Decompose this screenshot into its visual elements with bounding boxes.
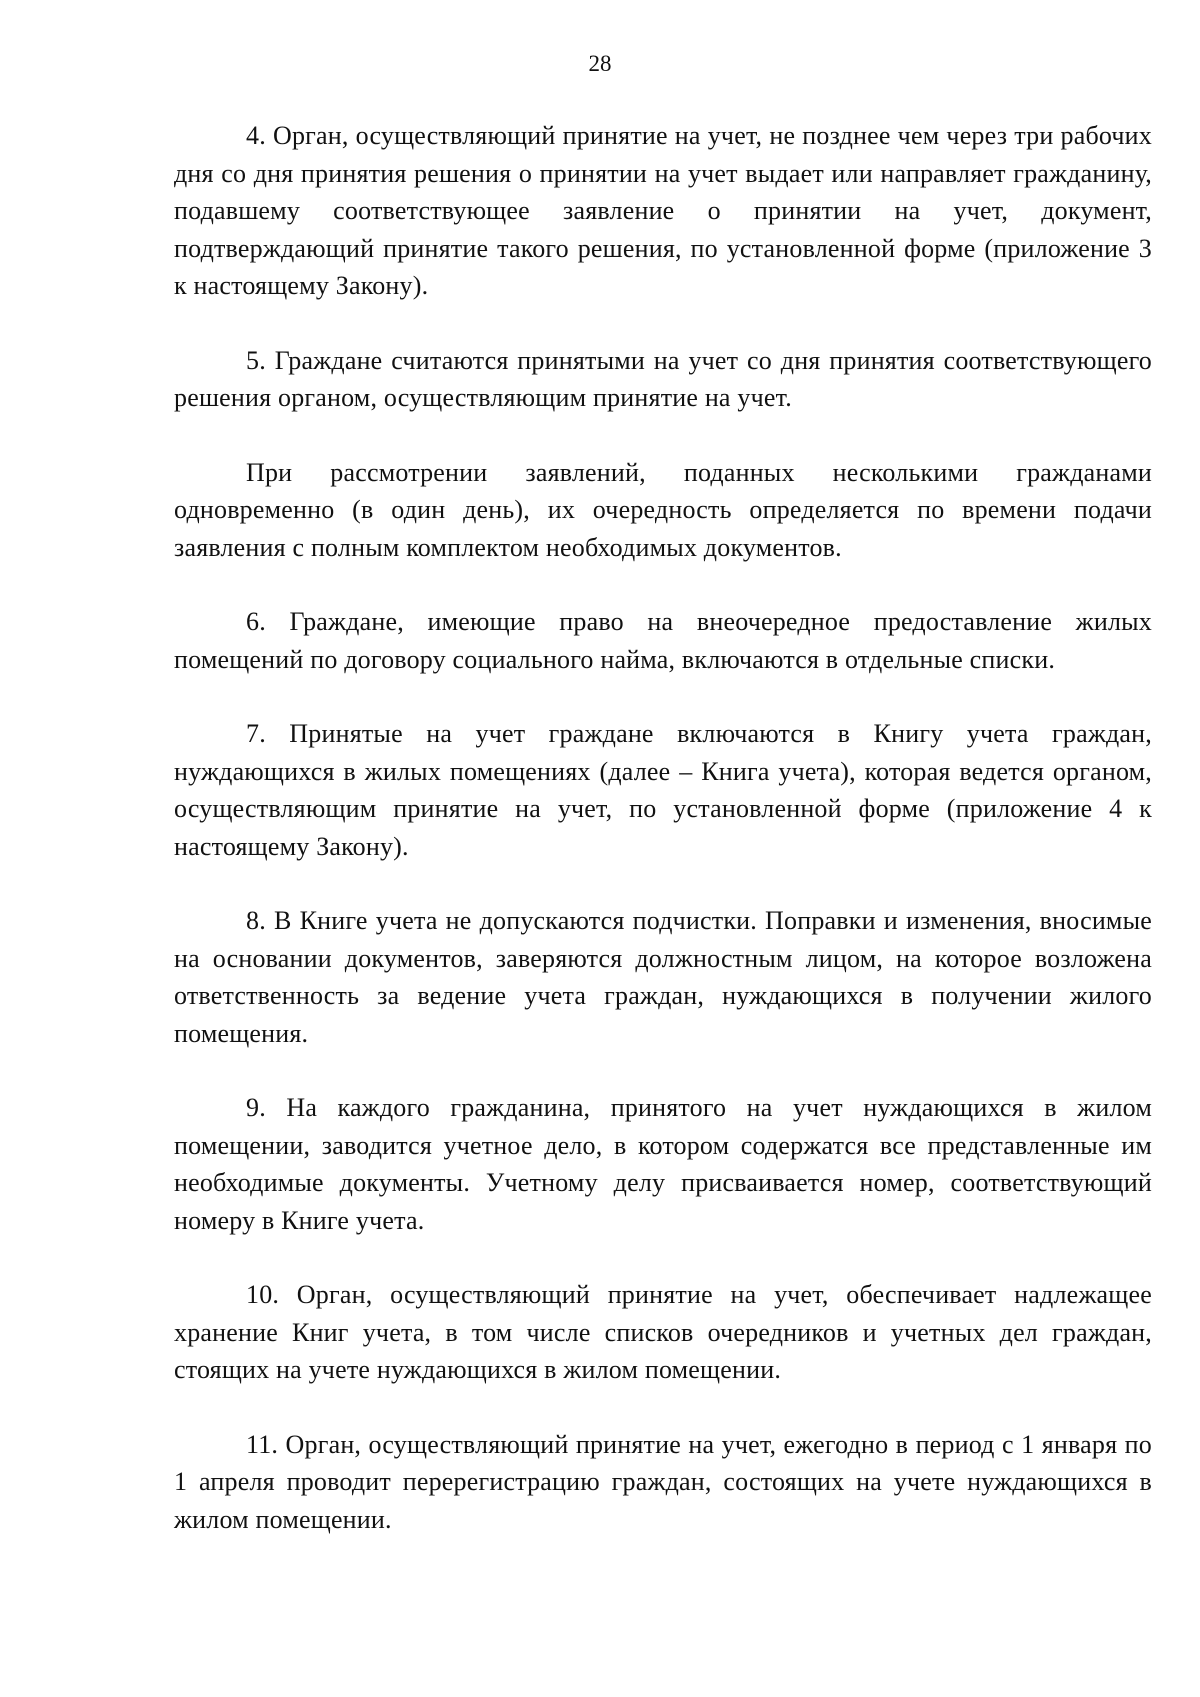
document-body bbox=[174, 117, 1152, 1575]
paragraph-item-8: 8. В Книге учета не допускаются подчистки. Поправки и изменения, вносимые на основании документов, заверяются должностным лицом, на которое возложена ответственность за ведение учета граждан, нуждающихся в получении жилого помещения. bbox=[174, 906, 1152, 1048]
page-number: 28 bbox=[588, 51, 612, 76]
paragraph-item-10: 10. Орган, осуществляющий принятие на учет, обеспечивает надлежащее хранение Книг учета, в том числе списков очередников и учетных дел граждан, стоящих на учете нуждающихся в жилом помещении. bbox=[174, 1280, 1152, 1384]
paragraph-item-11: 11. Орган, осуществляющий принятие на учет, ежегодно в период с 1 января по 1 апреля проводит перерегистрацию граждан, состоящих на учете нуждающихся в жилом помещении. bbox=[174, 1429, 1152, 1534]
paragraph-item-5: 5. Граждане считаются принятыми на учет со дня принятия соответствующего решения органом, осуществляющим принятие на учет. bbox=[174, 345, 1152, 412]
paragraph-item-6: 6. Граждане, имеющие право на внеочередное предоставление жилых помещений по договору социального найма, включаются в отдельные списки. bbox=[174, 607, 1152, 674]
paragraph-item-7: 7. Принятые на учет граждане включаются в Книгу учета граждан, нуждающихся в жилых помещениях (далее – Книга учета), которая ведется органом, осуществляющим принятие на учет, по установленной форме (приложение 4 к настоящему Закону). bbox=[174, 719, 1152, 861]
paragraph-item-4: 4. Орган, осуществляющий принятие на учет, не позднее чем через три рабочих дня со дня принятия решения о принятии на учет выдает или направляет гражданину, подавшему соответствующее заявление о принятии на учет, документ, подтверждающий принятие такого решения, по установленной форме (приложение 3 к настоящему Закону). bbox=[174, 121, 1152, 300]
paragraph-item-5-continuation: При рассмотрении заявлений, поданных несколькими гражданами одновременно (в один день), их очередность определяется по времени подачи заявления с полным комплектом необходимых документов. bbox=[174, 457, 1152, 562]
paragraph-item-9: 9. На каждого гражданина, принятого на учет нуждающихся в жилом помещении, заводится учетное дело, в котором содержатся все представленные им необходимые документы. Учетному делу присваивается номер, соответствующий номеру в Книге учета. bbox=[174, 1093, 1152, 1235]
